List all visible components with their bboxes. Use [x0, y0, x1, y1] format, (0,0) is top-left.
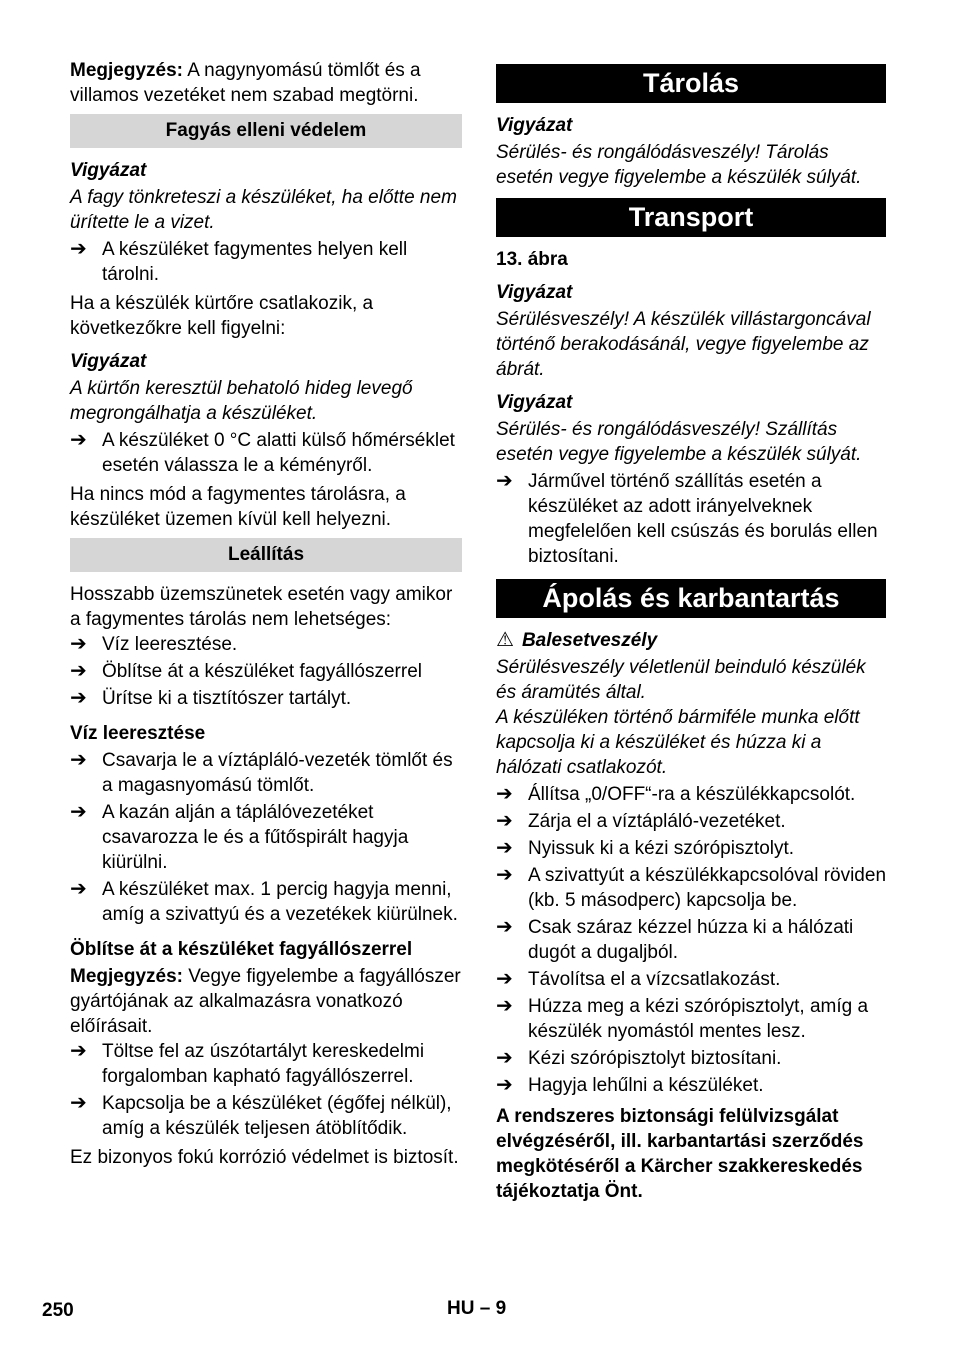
- right-arrow-icon: ➔: [70, 687, 87, 709]
- list-item: ➔ Ürítse ki a tisztítószer tartályt.: [70, 687, 352, 709]
- right-arrow-icon: ➔: [70, 1092, 87, 1114]
- right-arrow-icon: ➔: [496, 968, 513, 990]
- right-arrow-icon: ➔: [496, 1047, 513, 1069]
- right-arrow-icon: ➔: [496, 470, 513, 492]
- list-item: ➔ Hagyja lehűlni a készüléket.: [496, 1074, 764, 1096]
- right-column: [496, 64, 886, 1210]
- corrosion-paragraph: Ez bizonyos fokú korrózió védelmet is biztosít.: [70, 1147, 459, 1168]
- right-arrow-icon: ➔: [496, 783, 513, 805]
- figure-reference: 13. ábra: [496, 249, 568, 270]
- caution-label: Vigyázat: [70, 351, 147, 372]
- caution-text: A kürtőn keresztül behatoló hideg levegő megrongálhatja a készüléket.: [70, 378, 413, 424]
- list-item: ➔ Állítsa „0/OFF“-ra a készülékkapcsolót.: [496, 783, 856, 805]
- right-arrow-icon: ➔: [70, 801, 87, 823]
- right-arrow-icon: ➔: [496, 864, 513, 886]
- right-arrow-icon: ➔: [70, 749, 87, 771]
- section-heading-care: Ápolás és karbantartás: [496, 579, 886, 618]
- section-heading-shutdown: Leállítás: [70, 538, 462, 572]
- page-label: HU – 9: [447, 1298, 507, 1319]
- right-arrow-icon: ➔: [496, 837, 513, 859]
- shutdown-paragraph: Hosszabb üzemszünetek esetén vagy amikor a fagymentes tárolás nem lehetséges:: [70, 584, 453, 630]
- right-arrow-icon: ➔: [70, 238, 87, 260]
- right-arrow-icon: ➔: [496, 810, 513, 832]
- list-item: ➔ Távolítsa el a vízcsatlakozást.: [496, 968, 781, 990]
- shutdown-list: [70, 632, 462, 711]
- right-arrow-icon: ➔: [496, 995, 513, 1017]
- list-item: ➔ Víz leeresztése.: [70, 633, 238, 655]
- list-item: ➔ Zárja el a víztápláló-vezetéket.: [496, 810, 786, 832]
- danger-text: Sérülésveszély véletlenül beinduló készülék és áramütés által.: [496, 657, 866, 703]
- caution-label: Vigyázat: [70, 160, 147, 181]
- subheading-drain: Víz leeresztése: [70, 723, 206, 744]
- section-heading-storage: Tárolás: [496, 64, 886, 103]
- section-heading-transport: Transport: [496, 198, 886, 237]
- list-item: ➔ Töltse fel az úszótartályt kereskedelmi forgalomban kapható fagyállószerrel.: [70, 1040, 425, 1087]
- no-storage-paragraph: Ha nincs mód a fagymentes tárolásra, a készüléket üzemen kívül kell helyezni.: [70, 484, 406, 530]
- antifreeze-list: [70, 1039, 462, 1141]
- note-hose: Megjegyzés: A nagynyomású tömlőt és a villamos vezetéket nem szabad megtörni.: [70, 60, 421, 106]
- list-item: ➔ A készüléket fagymentes helyen kell tárolni.: [70, 238, 408, 285]
- right-arrow-icon: ➔: [70, 1040, 87, 1062]
- danger-text: A készüléken történő bármiféle munka előtt kapcsolja ki a készüléket és húzza ki a hálózati csatlakozót.: [496, 707, 860, 778]
- right-arrow-icon: ➔: [70, 660, 87, 682]
- caution-text: A fagy tönkreteszi a készüléket, ha előtte nem ürítette le a vizet.: [70, 187, 457, 233]
- right-arrow-icon: ➔: [70, 429, 87, 451]
- left-column: [70, 58, 462, 1176]
- chimney-paragraph: Ha a készülék kürtőre csatlakozik, a következőkre kell figyelni:: [70, 293, 374, 339]
- right-arrow-icon: ➔: [496, 916, 513, 938]
- section-heading-frost: Fagyás elleni védelem: [70, 114, 462, 148]
- warning-triangle-icon: ⚠: [496, 629, 514, 651]
- caution-label: Vigyázat: [496, 392, 573, 413]
- right-arrow-icon: ➔: [496, 1074, 513, 1096]
- list-item: ➔ Csavarja le a víztápláló-vezeték tömlőt és a magasnyomású tömlőt.: [70, 749, 453, 796]
- list-item: ➔ Csak száraz kézzel húzza ki a hálózati dugót a dugaljból.: [496, 916, 854, 963]
- care-list: [496, 782, 886, 1098]
- frost-list-1: [70, 237, 462, 287]
- right-arrow-icon: ➔: [70, 633, 87, 655]
- caution-label: Vigyázat: [496, 282, 573, 303]
- caution-text: Sérülés- és rongálódásveszély! Szállítás esetén vegye figyelembe a készülék súlyát.: [496, 419, 862, 465]
- frost-list-2: [70, 428, 462, 478]
- caution-text: Sérülés- és rongálódásveszély! Tárolás esetén vegye figyelembe a készülék súlyát.: [496, 142, 862, 188]
- drain-list: [70, 748, 462, 927]
- service-paragraph: A rendszeres biztonsági felülvizsgálat elvégzéséről, ill. karbantartási szerződés megkötéséről a Kärcher szakkereskedés tájékoztatja Önt.: [496, 1106, 864, 1202]
- list-item: ➔ A készüléket 0 °C alatti külső hőmérséklet esetén válassza le a kéményről.: [70, 429, 455, 476]
- list-item: ➔ Öblítse át a készüléket fagyállószerrel: [70, 660, 422, 682]
- list-item: ➔ Járművel történő szállítás esetén a készüléket az adott irányelveknek megfelelően kell csúszás és borulás ellen biztosítani.: [496, 470, 878, 567]
- list-item: ➔ A szivattyút a készülékkapcsolóval röviden (kb. 5 másodperc) kapcsolja be.: [496, 864, 887, 911]
- danger-heading: ⚠ Balesetveszély: [496, 629, 658, 651]
- list-item: ➔ A készüléket max. 1 percig hagyja menni, amíg a szivattyú és a vezetékek kiürülnek.: [70, 878, 458, 925]
- page-number: 250: [42, 1300, 74, 1321]
- note-antifreeze: Megjegyzés: Vegye figyelembe a fagyállószer gyártójának az alkalmazásra vonatkozó előírásait.: [70, 966, 461, 1037]
- caution-text: Sérülésveszély! A készülék villástargoncával történő berakodásánál, vegye figyelembe az ábrát.: [496, 309, 871, 380]
- subheading-antifreeze: Öblítse át a készüléket fagyállószerrel: [70, 939, 413, 960]
- list-item: ➔ Húzza meg a kézi szórópisztolyt, amíg a készülék nyomástól mentes lesz.: [496, 995, 869, 1042]
- caution-label: Vigyázat: [496, 115, 573, 136]
- right-arrow-icon: ➔: [70, 878, 87, 900]
- list-item: ➔ Nyissuk ki a kézi szórópisztolyt.: [496, 837, 795, 859]
- list-item: ➔ Kézi szórópisztolyt biztosítani.: [496, 1047, 782, 1069]
- transport-list: [496, 469, 886, 569]
- list-item: ➔ Kapcsolja be a készüléket (égőfej nélkül), amíg a készülék teljesen átöblítődik.: [70, 1092, 452, 1139]
- list-item: ➔ A kazán alján a táplálóvezetéket csavarozza le és a fűtőspirált hagyja kiürülni.: [70, 801, 409, 873]
